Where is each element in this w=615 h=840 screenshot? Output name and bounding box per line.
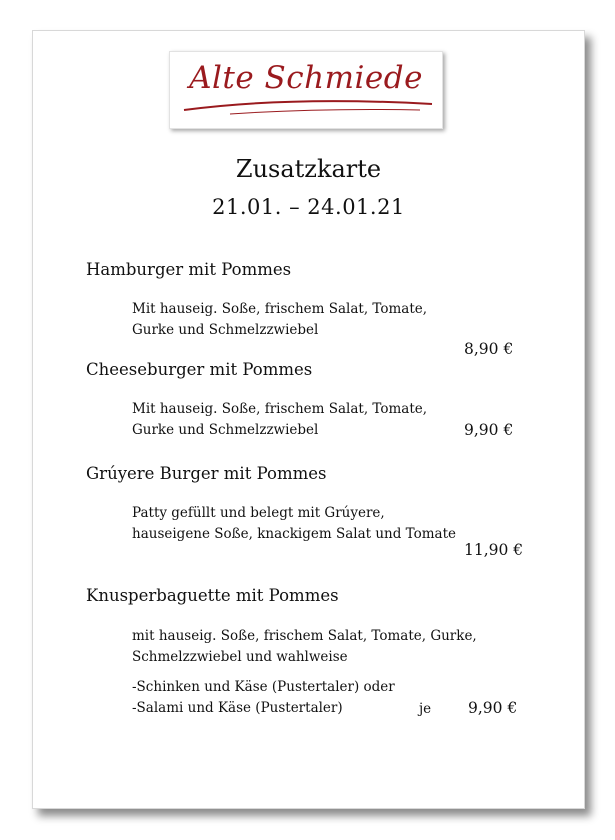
item-description-line: hauseigene Soße, knackigem Salat und Tomate [132,526,456,542]
item-price-hamburger: 8,90 € [464,340,514,358]
item-description-gruyere-burger [132,503,456,545]
item-description-line: Schmelzzwiebel und wahlweise [132,649,348,665]
logo-text: Alte Schmiede [189,60,423,96]
menu-page [32,30,585,809]
item-price-knusperbaguette: 9,90 € [468,699,518,717]
item-description-cheeseburger [132,399,427,441]
item-name-knusperbaguette: Knusperbaguette mit Pommes [86,586,339,605]
page-title: Zusatzkarte [235,155,382,183]
item-name-gruyere-burger: Grúyere Burger mit Pommes [86,464,327,483]
item-option-line: -Schinken und Käse (Pustertaler) oder [132,679,395,695]
item-description-line: mit hauseig. Soße, frischem Salat, Tomate, Gurke, [132,628,477,644]
item-option-line: -Salami und Käse (Pustertaler) [132,700,343,716]
price-prefix-je: je [419,701,432,717]
restaurant-logo [169,51,443,129]
item-description-line: Mit hauseig. Soße, frischem Salat, Tomate, [132,401,428,417]
item-description-hamburger [132,299,427,341]
item-price-cheeseburger: 9,90 € [464,421,514,439]
date-range: 21.01. – 24.01.21 [212,195,405,219]
item-description-line: Patty gefüllt und belegt mit Grúyere, [132,505,385,521]
item-description-knusperbaguette [132,626,477,668]
item-price-gruyere-burger: 11,90 € [464,541,524,559]
item-options-knusperbaguette [132,677,395,719]
item-name-hamburger: Hamburger mit Pommes [86,260,292,279]
item-name-cheeseburger: Cheeseburger mit Pommes [86,360,313,379]
item-description-line: Gurke und Schmelzzwiebel [132,422,319,438]
item-description-line: Gurke und Schmelzzwiebel [132,322,319,338]
item-description-line: Mit hauseig. Soße, frischem Salat, Tomate, [132,301,428,317]
